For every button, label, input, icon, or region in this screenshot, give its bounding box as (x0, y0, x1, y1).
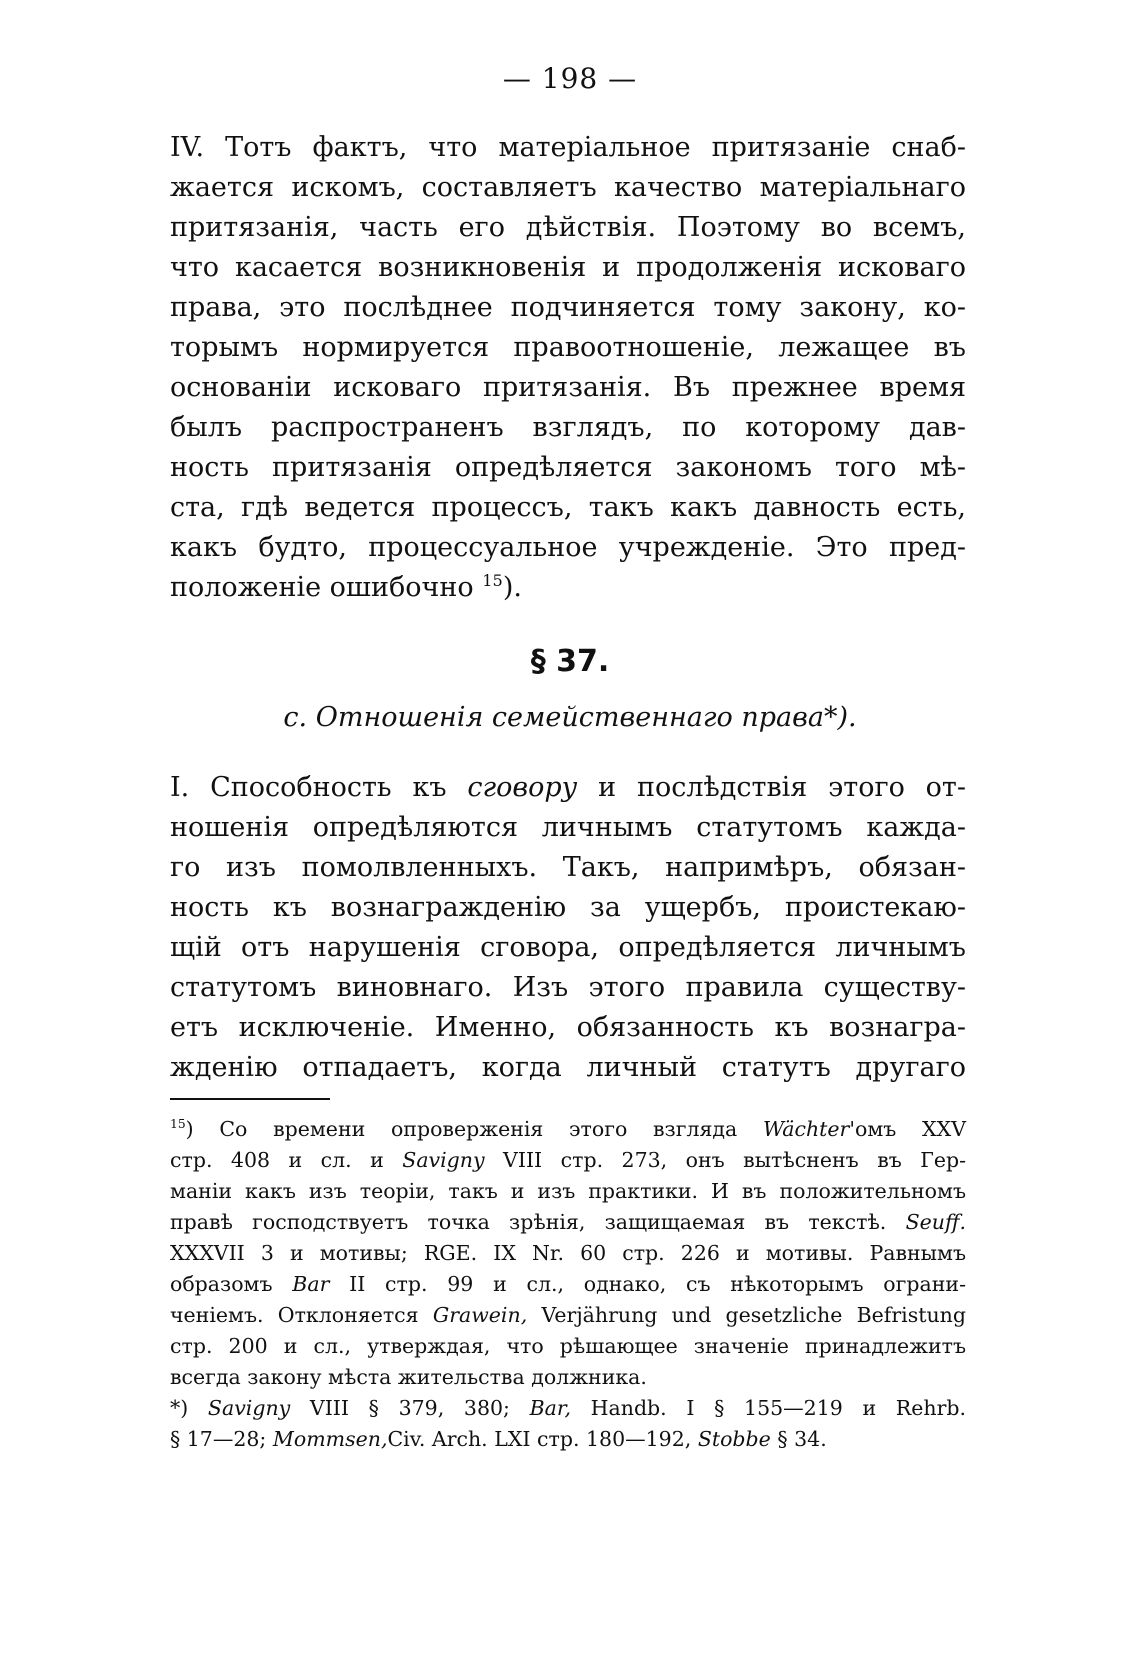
text-segment: VIII стр. 273, онъ вытѣсненъ въ Гер- (484, 1148, 966, 1172)
text-line: торымъ нормируется правоотношеніе, лежащее въ (170, 332, 966, 363)
author-name: Savigny (402, 1148, 485, 1172)
text-line: жается искомъ, составляетъ качество матеріальнаго (170, 172, 966, 203)
text-segment: II стр. 99 и сл., однако, съ нѣкоторымъ ограни- (329, 1272, 966, 1296)
footnote-marker: 15 (170, 1117, 186, 1132)
text-segment: § 17—28; (170, 1427, 273, 1451)
footnote-star-line (170, 1424, 966, 1455)
text-segment: положеніе ошибочно (170, 572, 474, 603)
text-line: жденію отпадаетъ, когда личный статутъ другаго (170, 1052, 966, 1083)
footnote-15-line (170, 1114, 966, 1145)
text-segment: 'омъ XXV (849, 1117, 966, 1141)
footnote-ref[interactable]: * (823, 702, 838, 733)
text-segment: ). (502, 572, 522, 603)
text-line: щій отъ нарушенія сговора, опредѣляется личнымъ (170, 932, 966, 963)
text-line: ста, гдѣ ведется процессъ, такъ какъ давность есть, (170, 492, 966, 523)
author-name: Bar (292, 1272, 330, 1296)
text-line: былъ распространенъ взглядъ, по которому дав- (170, 412, 966, 443)
text-segment: и послѣдствія этого от- (577, 772, 966, 803)
footnote-15-line (170, 1300, 966, 1331)
section-title-end: ). (837, 702, 857, 733)
author-name: Wächter (762, 1117, 850, 1141)
section-number: § 37. (530, 644, 610, 679)
text-line: права, это послѣднее подчиняется тому закону, ко- (170, 292, 966, 323)
text-line: етъ исключеніе. Именно, обязанность къ вознагра- (170, 1012, 966, 1043)
text-line: статутомъ виновнаго. Изъ этого правила существу- (170, 972, 966, 1003)
text-segment: ) Со времени опроверженія этого взгляда (185, 1117, 763, 1141)
text-segment: Verjährung und gesetzliche Befristung (527, 1303, 967, 1327)
author-name: Savigny (207, 1396, 291, 1420)
text-segment: образомъ (170, 1272, 293, 1296)
text-line: ношенія опредѣляются личнымъ статутомъ кажда- (170, 812, 966, 843)
footnote-15-line: XXXVII 3 и мотивы; RGE. IX Nr. 60 стр. 226 и мотивы. Равнымъ (170, 1241, 966, 1265)
footnotes (170, 1114, 966, 1455)
page-number: — 198 — (502, 62, 638, 95)
text-line: что касается возникновенія и продолженія исковаго (170, 252, 966, 283)
text-segment: I. Способность къ (170, 772, 468, 803)
text-segment: § 34. (770, 1427, 827, 1451)
footnote-ref[interactable]: 15 (482, 571, 503, 590)
author-name: Mommsen, (272, 1427, 388, 1451)
text-line: основаніи исковаго притязанія. Въ прежнее время (170, 372, 966, 403)
text-segment: правѣ господствуетъ точка зрѣнія, защищаемая въ текстѣ. (170, 1210, 906, 1234)
author-name: Bar, (529, 1396, 571, 1420)
text-segment: стр. 408 и сл. и (170, 1148, 403, 1172)
footnote-15-line (170, 1269, 966, 1300)
paragraph-iv (170, 128, 966, 608)
footnote-star-line (170, 1393, 966, 1424)
paragraph-i (170, 768, 966, 1088)
author-name: Stobbe (697, 1427, 771, 1451)
text-segment: *) (170, 1396, 208, 1420)
text-segment: Handb. I § 155—219 и Rehrb. (570, 1396, 967, 1420)
text-line: ность притязанія опредѣляется закономъ того мѣ- (170, 452, 966, 483)
text-segment: Civ. Arch. LXI стр. 180—192, (387, 1427, 698, 1451)
footnote-15-line: стр. 200 и сл., утверждая, что рѣшающее значеніе принадлежитъ (170, 1334, 966, 1358)
footnote-15-line (170, 1207, 966, 1238)
text-line (170, 768, 966, 808)
text-line: IV. Тотъ фактъ, что матеріальное притязаніе снаб- (170, 132, 966, 163)
author-name: Seuff. (905, 1210, 966, 1234)
section-title (0, 702, 1140, 733)
footnote-15-line: всегда закону мѣста жительства должника. (170, 1365, 647, 1389)
text-line: притязанія, часть его дѣйствія. Поэтому во всемъ, (170, 212, 966, 243)
text-line: го изъ помолвленныхъ. Такъ, напримѣръ, обязан- (170, 852, 966, 883)
text-segment: VIII § 379, 380; (290, 1396, 530, 1420)
text-line: ность къ вознагражденію за ущербъ, проистекаю- (170, 892, 966, 923)
text-line-last (170, 568, 966, 608)
text-line: какъ будто, процессуальное учрежденіе. Это пред- (170, 532, 966, 563)
section-title-text: c. Отношенія семейственнаго права (283, 702, 824, 733)
text-segment: ченіемъ. Отклоняется (170, 1303, 433, 1327)
footnote-15-line (170, 1145, 966, 1176)
footnote-divider (170, 1098, 330, 1100)
footnote-15-line: маніи какъ изъ теоріи, такъ и изъ практики. И въ положительномъ (170, 1179, 966, 1203)
text-italic: сговору (467, 772, 578, 803)
author-name: Grawein, (432, 1303, 528, 1327)
